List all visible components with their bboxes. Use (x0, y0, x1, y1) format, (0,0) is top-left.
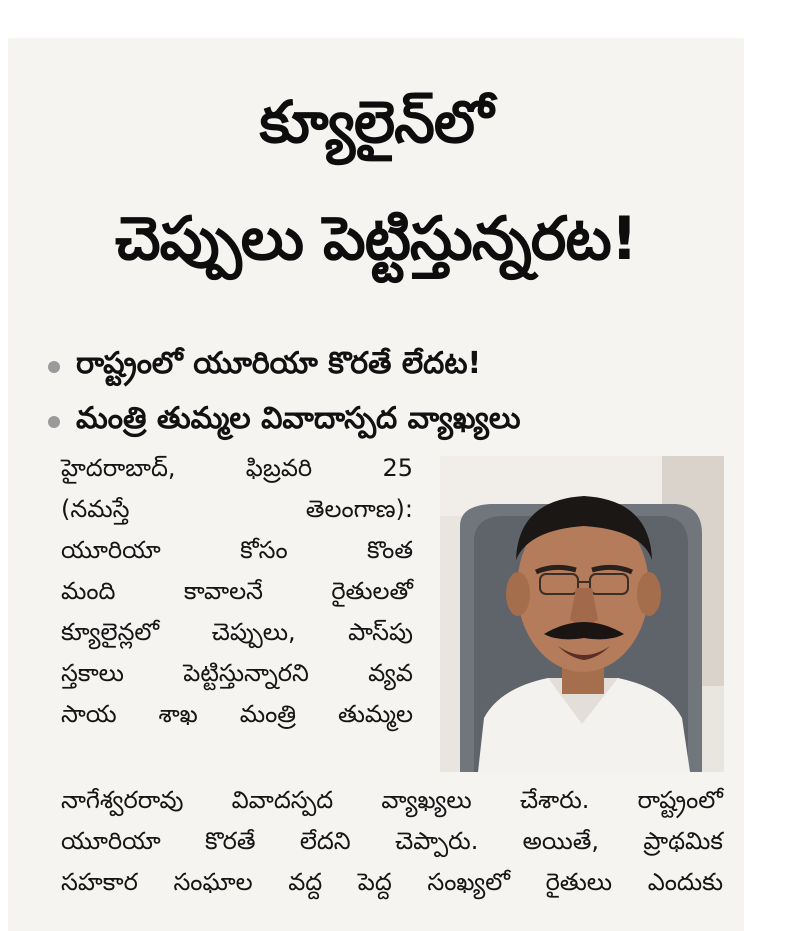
minister-photo (440, 456, 724, 772)
subhead-text: మంత్రి తుమ్మల వివాదాస్పద వ్యాఖ్యలు (76, 401, 521, 436)
article-line (61, 579, 413, 603)
article-word: రాష్ట్రంలో (637, 786, 723, 814)
portrait-photo-icon (440, 456, 724, 772)
article-word: కోసం (240, 536, 288, 564)
article-word: శాఖ (158, 700, 198, 728)
subhead-text: రాష్ట్రంలో యూరియా కొరతే లేదట! (76, 346, 482, 381)
article-word: ప్రాథమిక (643, 827, 723, 855)
article-word: ఫిబ్రవరి (245, 454, 313, 482)
article-word: చెప్పులు, (211, 618, 296, 646)
article-line (61, 788, 723, 812)
bullet-icon (48, 361, 60, 373)
article-word: పాస్‌పు (348, 618, 413, 646)
article-word: తుమ్మల (337, 700, 413, 728)
article-word: వ్యాఖ్యలు (381, 786, 472, 814)
article-word: మంది (61, 577, 116, 605)
article-word: (నమస్తే (61, 495, 130, 523)
article-word: కొంత (367, 536, 413, 564)
bullet-icon (48, 416, 60, 428)
article-line (61, 702, 413, 726)
article-word: యూరియా (61, 827, 161, 855)
headline-line-1: క్యూలైన్‌లో (259, 88, 493, 156)
article-word: స్తకాలు (61, 659, 124, 687)
article-word: పెద్ద (357, 868, 392, 896)
article-word: చెప్పారు. (394, 827, 479, 855)
article-word: వివాదస్పద (231, 786, 334, 814)
article-word: లేదని (299, 827, 351, 855)
article-line (61, 497, 413, 521)
article-word: పెట్టిస్తున్నారని (183, 659, 309, 687)
article-word: యూరియా (61, 536, 161, 564)
article-word: మంత్రి (239, 700, 297, 728)
article-word: నాగేశ్వరరావు (61, 786, 184, 814)
article-line (61, 456, 413, 480)
article-word: రైతులు (545, 868, 613, 896)
article-word: సంఘాల (173, 868, 253, 896)
article-line (61, 661, 413, 685)
article-word: ఎందుకు (647, 868, 723, 896)
headline-line-2: చెప్పులు పెట్టిస్తున్నరట! (114, 204, 638, 274)
article-word: రైతులతో (331, 577, 413, 605)
article-line (61, 870, 723, 894)
article-word: తెలంగాణ): (305, 495, 413, 523)
article-word: వద్ద (288, 868, 323, 896)
subhead-1 (48, 346, 481, 388)
article-word: అయితే, (522, 827, 600, 855)
subhead-2 (48, 401, 521, 443)
newspaper-clipping (8, 38, 744, 931)
article-line (61, 829, 723, 853)
article-word: హైదరాబాద్, (61, 454, 176, 482)
article-line (61, 538, 413, 562)
article-word: కొరతే (205, 827, 256, 855)
article-line (61, 620, 413, 644)
article-word: చేశారు. (519, 786, 590, 814)
article-word: సాయ (61, 700, 117, 728)
article-word: క్యూలైన్లలో (61, 618, 160, 646)
article-word: సహకార (61, 868, 138, 896)
article-word: 25 (382, 454, 413, 482)
article-word: వ్యవ (368, 659, 413, 687)
article-word: సంఖ్యలో (427, 868, 510, 896)
article-word: కావాలనే (183, 577, 263, 605)
